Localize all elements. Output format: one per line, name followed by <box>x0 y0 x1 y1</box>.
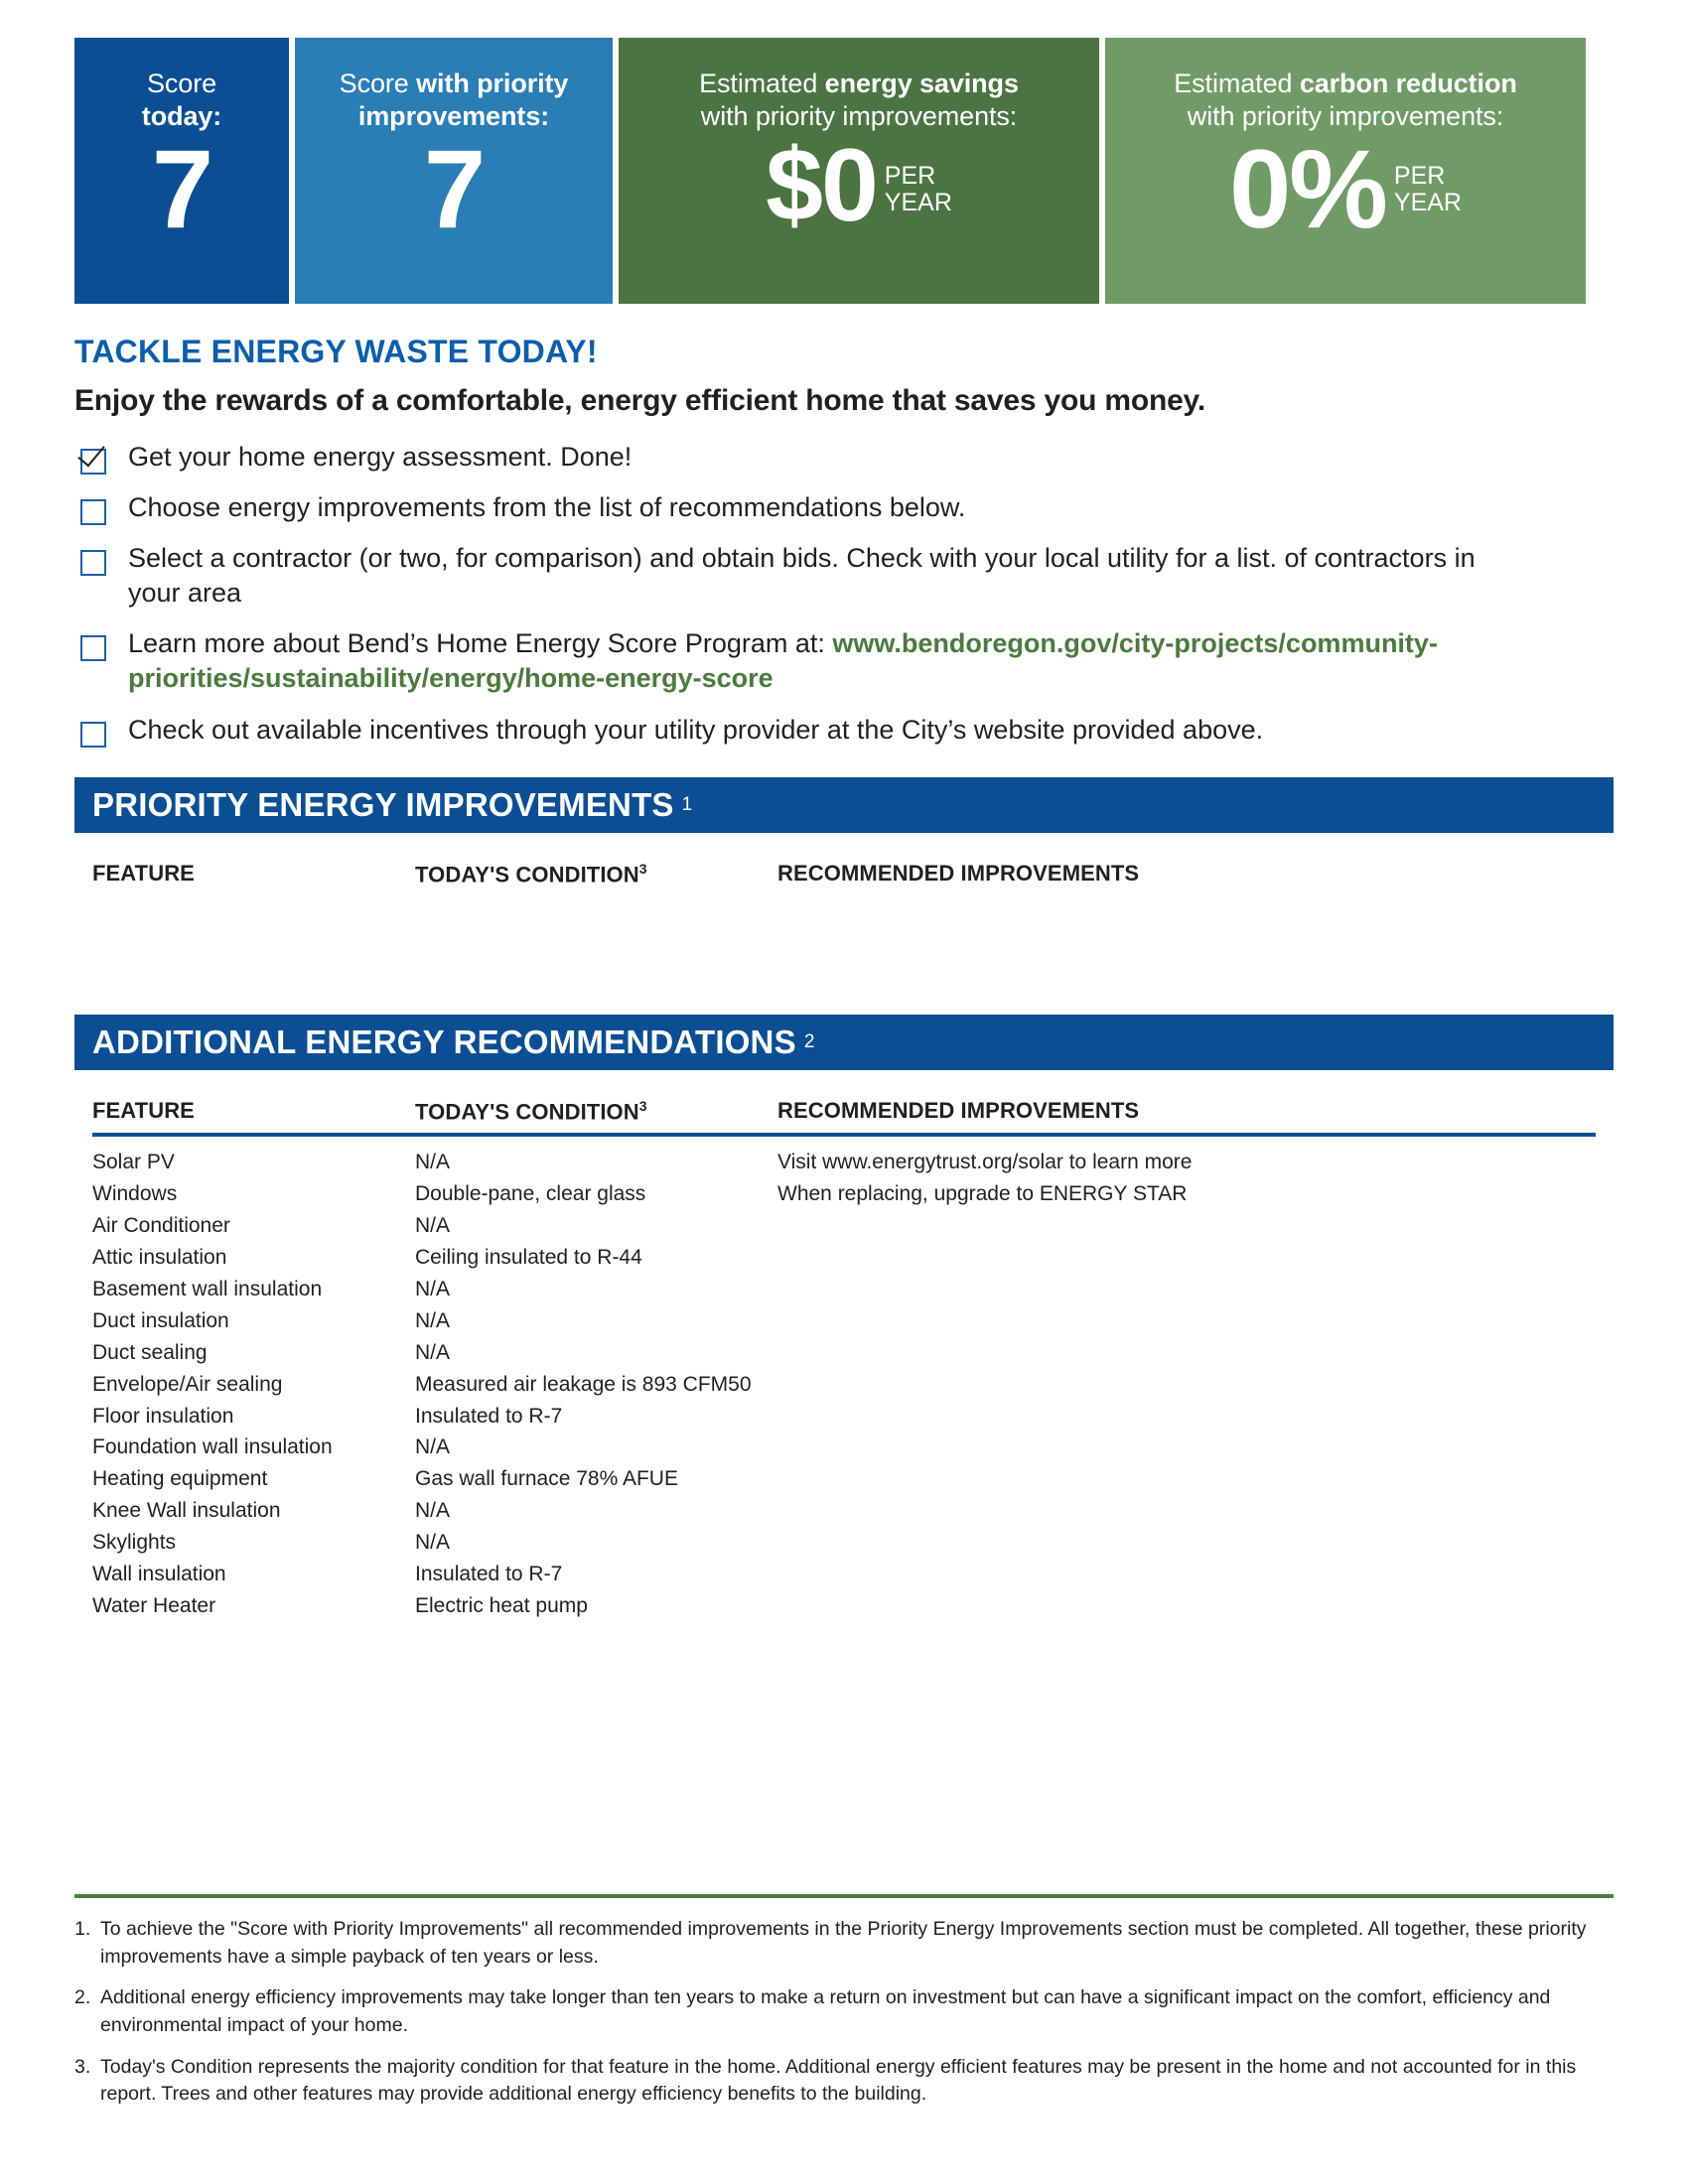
cell-recommended-improvement <box>777 1463 1596 1495</box>
per-line1: PER <box>884 161 936 190</box>
additional-table-body <box>92 1137 1596 1622</box>
cell-feature: Duct insulation <box>92 1308 229 1332</box>
cell-recommended-improvement <box>777 1527 1596 1559</box>
checkbox-checked-icon[interactable] <box>80 449 106 475</box>
cell-recommended-improvement <box>777 1495 1596 1527</box>
table-header-row <box>92 1070 1596 1133</box>
table-row <box>92 1590 1596 1622</box>
score-card-caption <box>1164 68 1527 133</box>
checklist-item[interactable] <box>80 440 1614 475</box>
per-line2: YEAR <box>1393 188 1462 216</box>
footnote-number: 2. <box>74 1986 91 2009</box>
cell-todays-condition: N/A <box>415 1151 451 1174</box>
checklist-item-label: Select a contractor (or two, for comparison) and obtain bids. Check with your local utility for a list. of contractors in your area <box>128 543 1476 609</box>
priority-improvements-table <box>92 833 1596 1015</box>
section-header-additional-energy-recommendations <box>74 1015 1614 1070</box>
footnote-number: 1. <box>74 1917 91 1940</box>
table-row <box>92 1337 1596 1369</box>
section-title: ADDITIONAL ENERGY RECOMMENDATIONS <box>92 1023 796 1060</box>
home-energy-score-program-link[interactable]: www.bendoregon.gov/city-projects/community-priorities/sustainability/energy/home-energy-score <box>128 628 1438 694</box>
cell-feature: Basement wall insulation <box>92 1277 323 1300</box>
checkbox-icon[interactable] <box>80 635 106 661</box>
per-line1: PER <box>1393 161 1446 190</box>
footnotes <box>74 1894 1614 2122</box>
score-value: 7 <box>151 126 212 251</box>
savings-value: $0 <box>766 127 877 243</box>
cell-recommended-improvement: When replacing, upgrade to ENERGY STAR <box>777 1182 1188 1206</box>
cell-recommended-improvement <box>777 1559 1596 1590</box>
footnote-item <box>74 2054 1614 2109</box>
column-header-text: TODAY'S CONDITION <box>415 861 639 887</box>
cell-recommended-improvement <box>777 1590 1596 1622</box>
cell-feature: Knee Wall insulation <box>92 1499 281 1523</box>
checklist-item-label: Check out available incentives through your utility provider at the City’s website provided above. <box>128 714 1264 745</box>
cell-feature: Envelope/Air sealing <box>92 1372 283 1396</box>
checklist-item[interactable] <box>80 713 1614 748</box>
column-header-text: TODAY'S CONDITION <box>415 1099 639 1125</box>
footnote-item <box>74 1916 1614 1971</box>
cell-todays-condition: Insulated to R-7 <box>415 1404 563 1428</box>
table-row <box>92 1559 1596 1590</box>
caption-bold: energy savings <box>824 68 1019 98</box>
footnote-text: Additional energy efficiency improvements may take longer than ten years to make a return on investment but can have a significant impact on the comfort, efficiency and environmental impact of your home. <box>100 1986 1551 2036</box>
score-card-score-today <box>74 38 289 304</box>
cell-todays-condition: N/A <box>415 1340 451 1364</box>
cell-todays-condition: Electric heat pump <box>415 1594 588 1617</box>
checklist-item-label: Get your home energy assessment. Done! <box>128 442 633 472</box>
table-row <box>92 1495 1596 1527</box>
caption-plain: Estimated <box>1174 68 1293 98</box>
carbon-value: 0% <box>1229 126 1386 251</box>
table-row <box>92 1463 1596 1495</box>
savings-period <box>885 163 952 216</box>
section-footnote-marker: 1 <box>681 793 693 815</box>
cell-recommended-improvement <box>777 1242 1596 1274</box>
caption-line2: with priority improvements: <box>1187 100 1504 131</box>
caption-bold: carbon reduction <box>1299 68 1517 98</box>
score-card-caption <box>689 68 1029 133</box>
section-footnote-marker: 2 <box>803 1030 815 1052</box>
checklist-item-prefix: Learn more about Bend’s Home Energy Score Program at: <box>128 628 833 659</box>
cell-feature: Foundation wall insulation <box>92 1435 333 1459</box>
table-header-row <box>92 833 1596 895</box>
score-value-wrap <box>1105 126 1586 304</box>
score-value-wrap <box>295 126 613 304</box>
table-row <box>92 1242 1596 1274</box>
score-card-estimated-energy-savings <box>619 38 1099 304</box>
table-row <box>92 1401 1596 1433</box>
score-card-caption <box>295 68 613 133</box>
action-checklist <box>80 440 1614 748</box>
cell-recommended-improvement <box>777 1305 1596 1337</box>
score-value-wrap <box>619 127 1099 304</box>
cell-todays-condition: N/A <box>415 1214 451 1238</box>
tackle-title: TACKLE ENERGY WASTE TODAY! <box>74 334 598 369</box>
table-row <box>92 1274 1596 1305</box>
section-title: PRIORITY ENERGY IMPROVEMENTS <box>92 785 674 823</box>
cell-todays-condition: Double-pane, clear glass <box>415 1182 646 1206</box>
checkbox-icon[interactable] <box>80 550 106 576</box>
cell-feature: Air Conditioner <box>92 1214 230 1238</box>
cell-recommended-improvement <box>777 1274 1596 1305</box>
cell-todays-condition: Insulated to R-7 <box>415 1563 563 1586</box>
per-line2: YEAR <box>884 188 952 216</box>
checklist-item-label <box>128 626 1518 696</box>
cell-todays-condition: Gas wall furnace 78% AFUE <box>415 1467 678 1491</box>
checklist-item[interactable] <box>80 626 1614 696</box>
carbon-period <box>1394 163 1462 216</box>
cell-todays-condition: N/A <box>415 1499 451 1523</box>
table-row <box>92 1147 1596 1178</box>
checkbox-icon[interactable] <box>80 499 106 525</box>
score-card-estimated-carbon-reduction <box>1105 38 1586 304</box>
column-header-todays-condition <box>415 861 777 887</box>
table-row <box>92 1527 1596 1559</box>
cell-feature: Windows <box>92 1182 178 1206</box>
cell-todays-condition: Measured air leakage is 893 CFM50 <box>415 1372 752 1396</box>
footnote-item <box>74 1984 1614 2039</box>
cell-feature: Heating equipment <box>92 1467 268 1491</box>
caption-bold: today: <box>141 100 222 131</box>
section-header-priority-energy-improvements <box>74 777 1614 833</box>
checkbox-icon[interactable] <box>80 722 106 748</box>
cell-feature: Attic insulation <box>92 1246 227 1270</box>
checklist-item-label: Choose energy improvements from the list of recommendations below. <box>128 492 966 523</box>
cell-todays-condition: N/A <box>415 1531 451 1555</box>
caption-bold: with priority improvements: <box>357 68 569 131</box>
column-header-todays-condition <box>415 1098 777 1125</box>
cell-recommended-improvement <box>777 1401 1596 1433</box>
checklist-item[interactable] <box>80 541 1614 611</box>
cell-recommended-improvement <box>777 1432 1596 1463</box>
caption-plain: Score <box>339 68 409 98</box>
tackle-subtitle: Enjoy the rewards of a comfortable, energy efficient home that saves you money. <box>74 384 1205 417</box>
footnote-number: 3. <box>74 2055 91 2078</box>
column-header-superscript: 3 <box>638 860 647 877</box>
cell-feature: Solar PV <box>92 1151 175 1174</box>
footnote-text: To achieve the "Score with Priority Improvements" all recommended improvements in the Priority Energy Improvements section must be completed. All together, these priority improvements have a simple payback of ten years or less. <box>100 1917 1587 1968</box>
column-header-superscript: 3 <box>638 1097 647 1114</box>
score-value-wrap <box>74 126 289 304</box>
caption-plain: Estimated <box>699 68 818 98</box>
table-row <box>92 1369 1596 1401</box>
priority-table-body-empty <box>92 895 1596 1015</box>
score-card-score-with-priority-improvements <box>295 38 613 304</box>
column-header-recommended-improvements: RECOMMENDED IMPROVEMENTS <box>777 1097 1140 1123</box>
cell-feature: Water Heater <box>92 1594 216 1617</box>
cell-recommended-improvement <box>777 1337 1596 1369</box>
footnote-divider <box>74 1894 1614 1898</box>
column-header-feature: FEATURE <box>92 1097 195 1123</box>
caption-plain: Score <box>146 68 217 98</box>
score-banner <box>74 38 1614 304</box>
checklist-item[interactable] <box>80 490 1614 525</box>
cell-feature: Skylights <box>92 1531 177 1555</box>
table-row <box>92 1305 1596 1337</box>
cell-recommended-improvement <box>777 1369 1596 1401</box>
column-header-recommended-improvements: RECOMMENDED IMPROVEMENTS <box>777 860 1140 886</box>
footnote-text: Today's Condition represents the majority condition for that feature in the home. Additional energy efficient features may be present in the home and not accounted for in this report. Trees and other features may provide additional energy efficiency benefits to the building. <box>100 2055 1577 2106</box>
score-value: 7 <box>423 126 485 251</box>
additional-recommendations-table <box>92 1070 1596 1622</box>
column-header-feature: FEATURE <box>92 860 195 886</box>
table-row <box>92 1432 1596 1463</box>
cell-todays-condition: N/A <box>415 1435 451 1459</box>
cell-todays-condition: N/A <box>415 1277 451 1300</box>
table-row <box>92 1178 1596 1210</box>
cell-recommended-improvement: Visit www.energytrust.org/solar to learn more <box>777 1151 1193 1174</box>
cell-feature: Floor insulation <box>92 1404 234 1428</box>
cell-todays-condition: N/A <box>415 1308 451 1332</box>
cell-feature: Duct sealing <box>92 1340 208 1364</box>
cell-feature: Wall insulation <box>92 1563 226 1586</box>
score-card-caption <box>132 68 231 133</box>
table-row <box>92 1210 1596 1242</box>
caption-line2: with priority improvements: <box>700 100 1018 131</box>
cell-recommended-improvement <box>777 1210 1596 1242</box>
cell-todays-condition: Ceiling insulated to R-44 <box>415 1246 642 1270</box>
